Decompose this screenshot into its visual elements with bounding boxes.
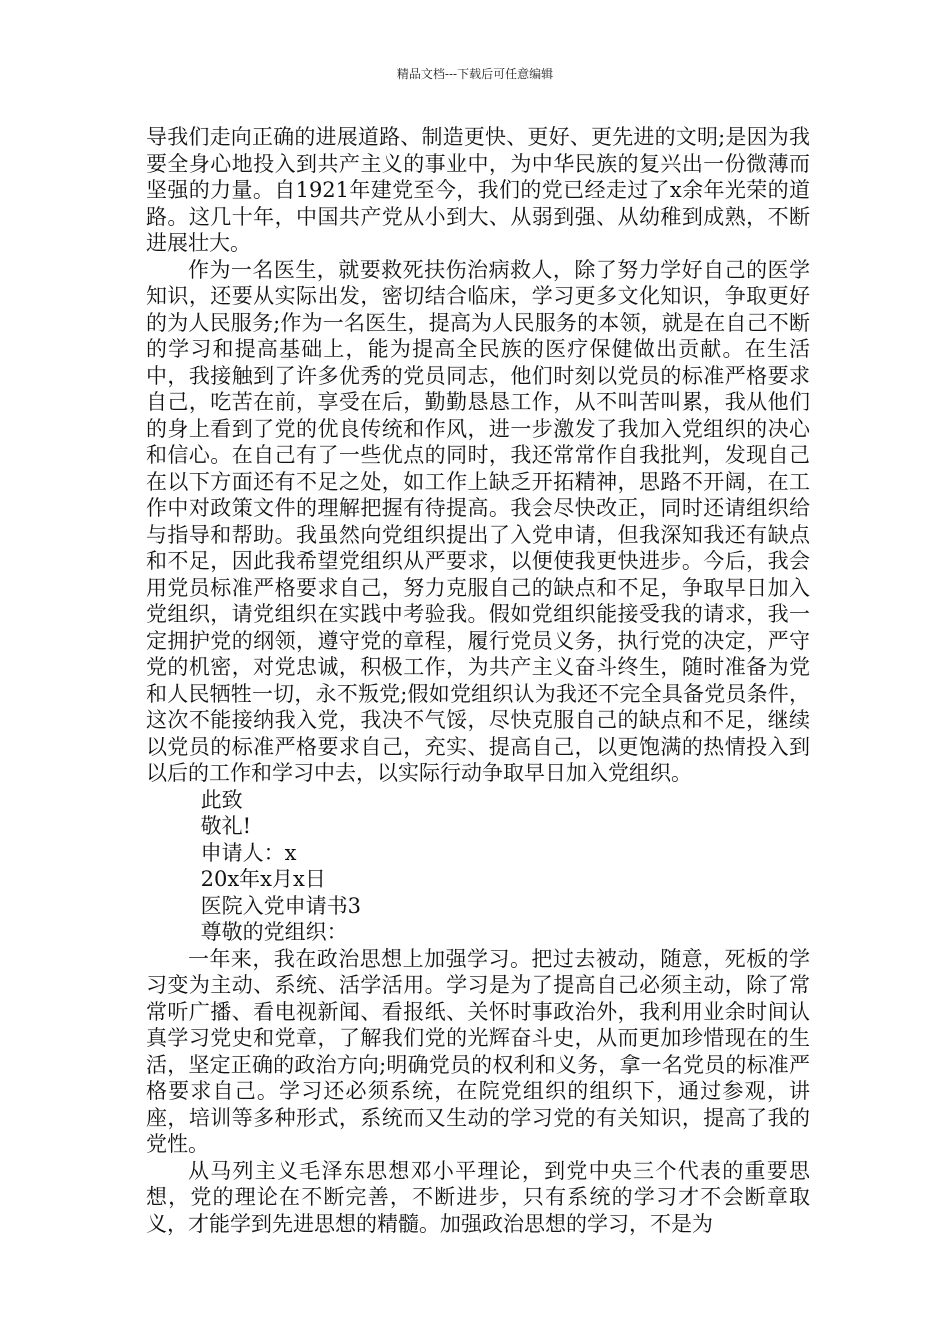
date-line: 20x年x月x日 [200, 867, 326, 891]
closing-line-2: 敬礼! [200, 814, 252, 838]
paragraph-4: 从马列主义毛泽东思想邓小平理论，到党中央三个代表的重要思想，党的理论在不断完善，不断进步，只有系统的学习才不会断章取义，才能学到先进思想的精髓。加强政治思想的学习，不是为 [146, 1158, 810, 1236]
salutation: 尊敬的党组织： [200, 920, 348, 944]
document-body [146, 124, 810, 1237]
paragraph-2: 作为一名医生，就要救死扶伤治病救人，除了努力学好自己的医学知识，还要从实际出发，密切结合临床，学习更多文化知识，争取更好的为人民服务;作为一名医生，提高为人民服务的本领，就是在自己不断的学习和提高基础上，能为提高全民族的医疗保健做出贡献。在生活中，我接触到了许多优秀的党员同志，他们时刻以党员的标准严格要求自己，吃苦在前，享受在后，勤勤恳恳工作，从不叫苦叫累，我从他们的身上看到了党的优良传统和作风，进一步激发了我加入党组织的决心和信心。在自己有了一些优点的同时，我还常常作自我批判，发现自己在以下方面还有不足之处，如工作上缺乏开拓精神，思路不开阔，在工作中对政策文件的理解把握有待提高。我会尽快改正，同时还请组织给与指导和帮助。我虽然向党组织提出了入党申请，但我深知我还有缺点和不足，因此我希望党组织从严要求，以便使我更快进步。今后，我会用党员标准严格要求自己，努力克服自己的缺点和不足，争取早日加入党组织，请党组织在实践中考验我。假如党组织能接受我的请求，我一定拥护党的纲领，遵守党的章程，履行党员义务，执行党的决定，严守党的机密，对党忠诚，积极工作，为共产主义奋斗终生，随时准备为党和人民牺牲一切，永不叛党;假如党组织认为我还不完全具备党员条件，这次不能接纳我入党，我决不气馁，尽快克服自己的缺点和不足，继续以党员的标准严格要求自己，充实、提高自己，以更饱满的热情投入到以后的工作和学习中去，以实际行动争取早日加入党组织。 [146, 257, 810, 785]
section-title: 医院入党申请书3 [200, 893, 361, 918]
closing-line-1: 此致 [200, 787, 243, 812]
paragraph-3: 一年来，我在政治思想上加强学习。把过去被动，随意，死板的学习变为主动、系统、活学活用。学习是为了提高自己必须主动，除了常常听广播、看电视新闻、看报纸、关怀时事政治外，我利用业余时间认真学习党史和党章，了解我们党的光辉奋斗史，从而更加珍惜现在的生活，坚定正确的政治方向;明确党员的权利和义务，拿一名党员的标准严格要求自己。学习还必须系统，在院党组织的组织下，通过参观，讲座，培训等多种形式，系统而又生动的学习党的有关知识，提高了我的党性。 [146, 946, 810, 1156]
applicant-line: 申请人：x [200, 840, 297, 865]
page-header: 精品文档---下载后可任意编辑 [396, 67, 554, 81]
paragraph-1: 导我们走向正确的进展道路、制造更快、更好、更先进的文明;是因为我要全身心地投入到共产主义的事业中，为中华民族的复兴出一份微薄而坚强的力量。自1921年建党至今，我们的党已经走过了x余年光荣的道路。这几十年，中国共产党从小到大、从弱到强、从幼稚到成熟，不断进展壮大。 [146, 125, 810, 255]
